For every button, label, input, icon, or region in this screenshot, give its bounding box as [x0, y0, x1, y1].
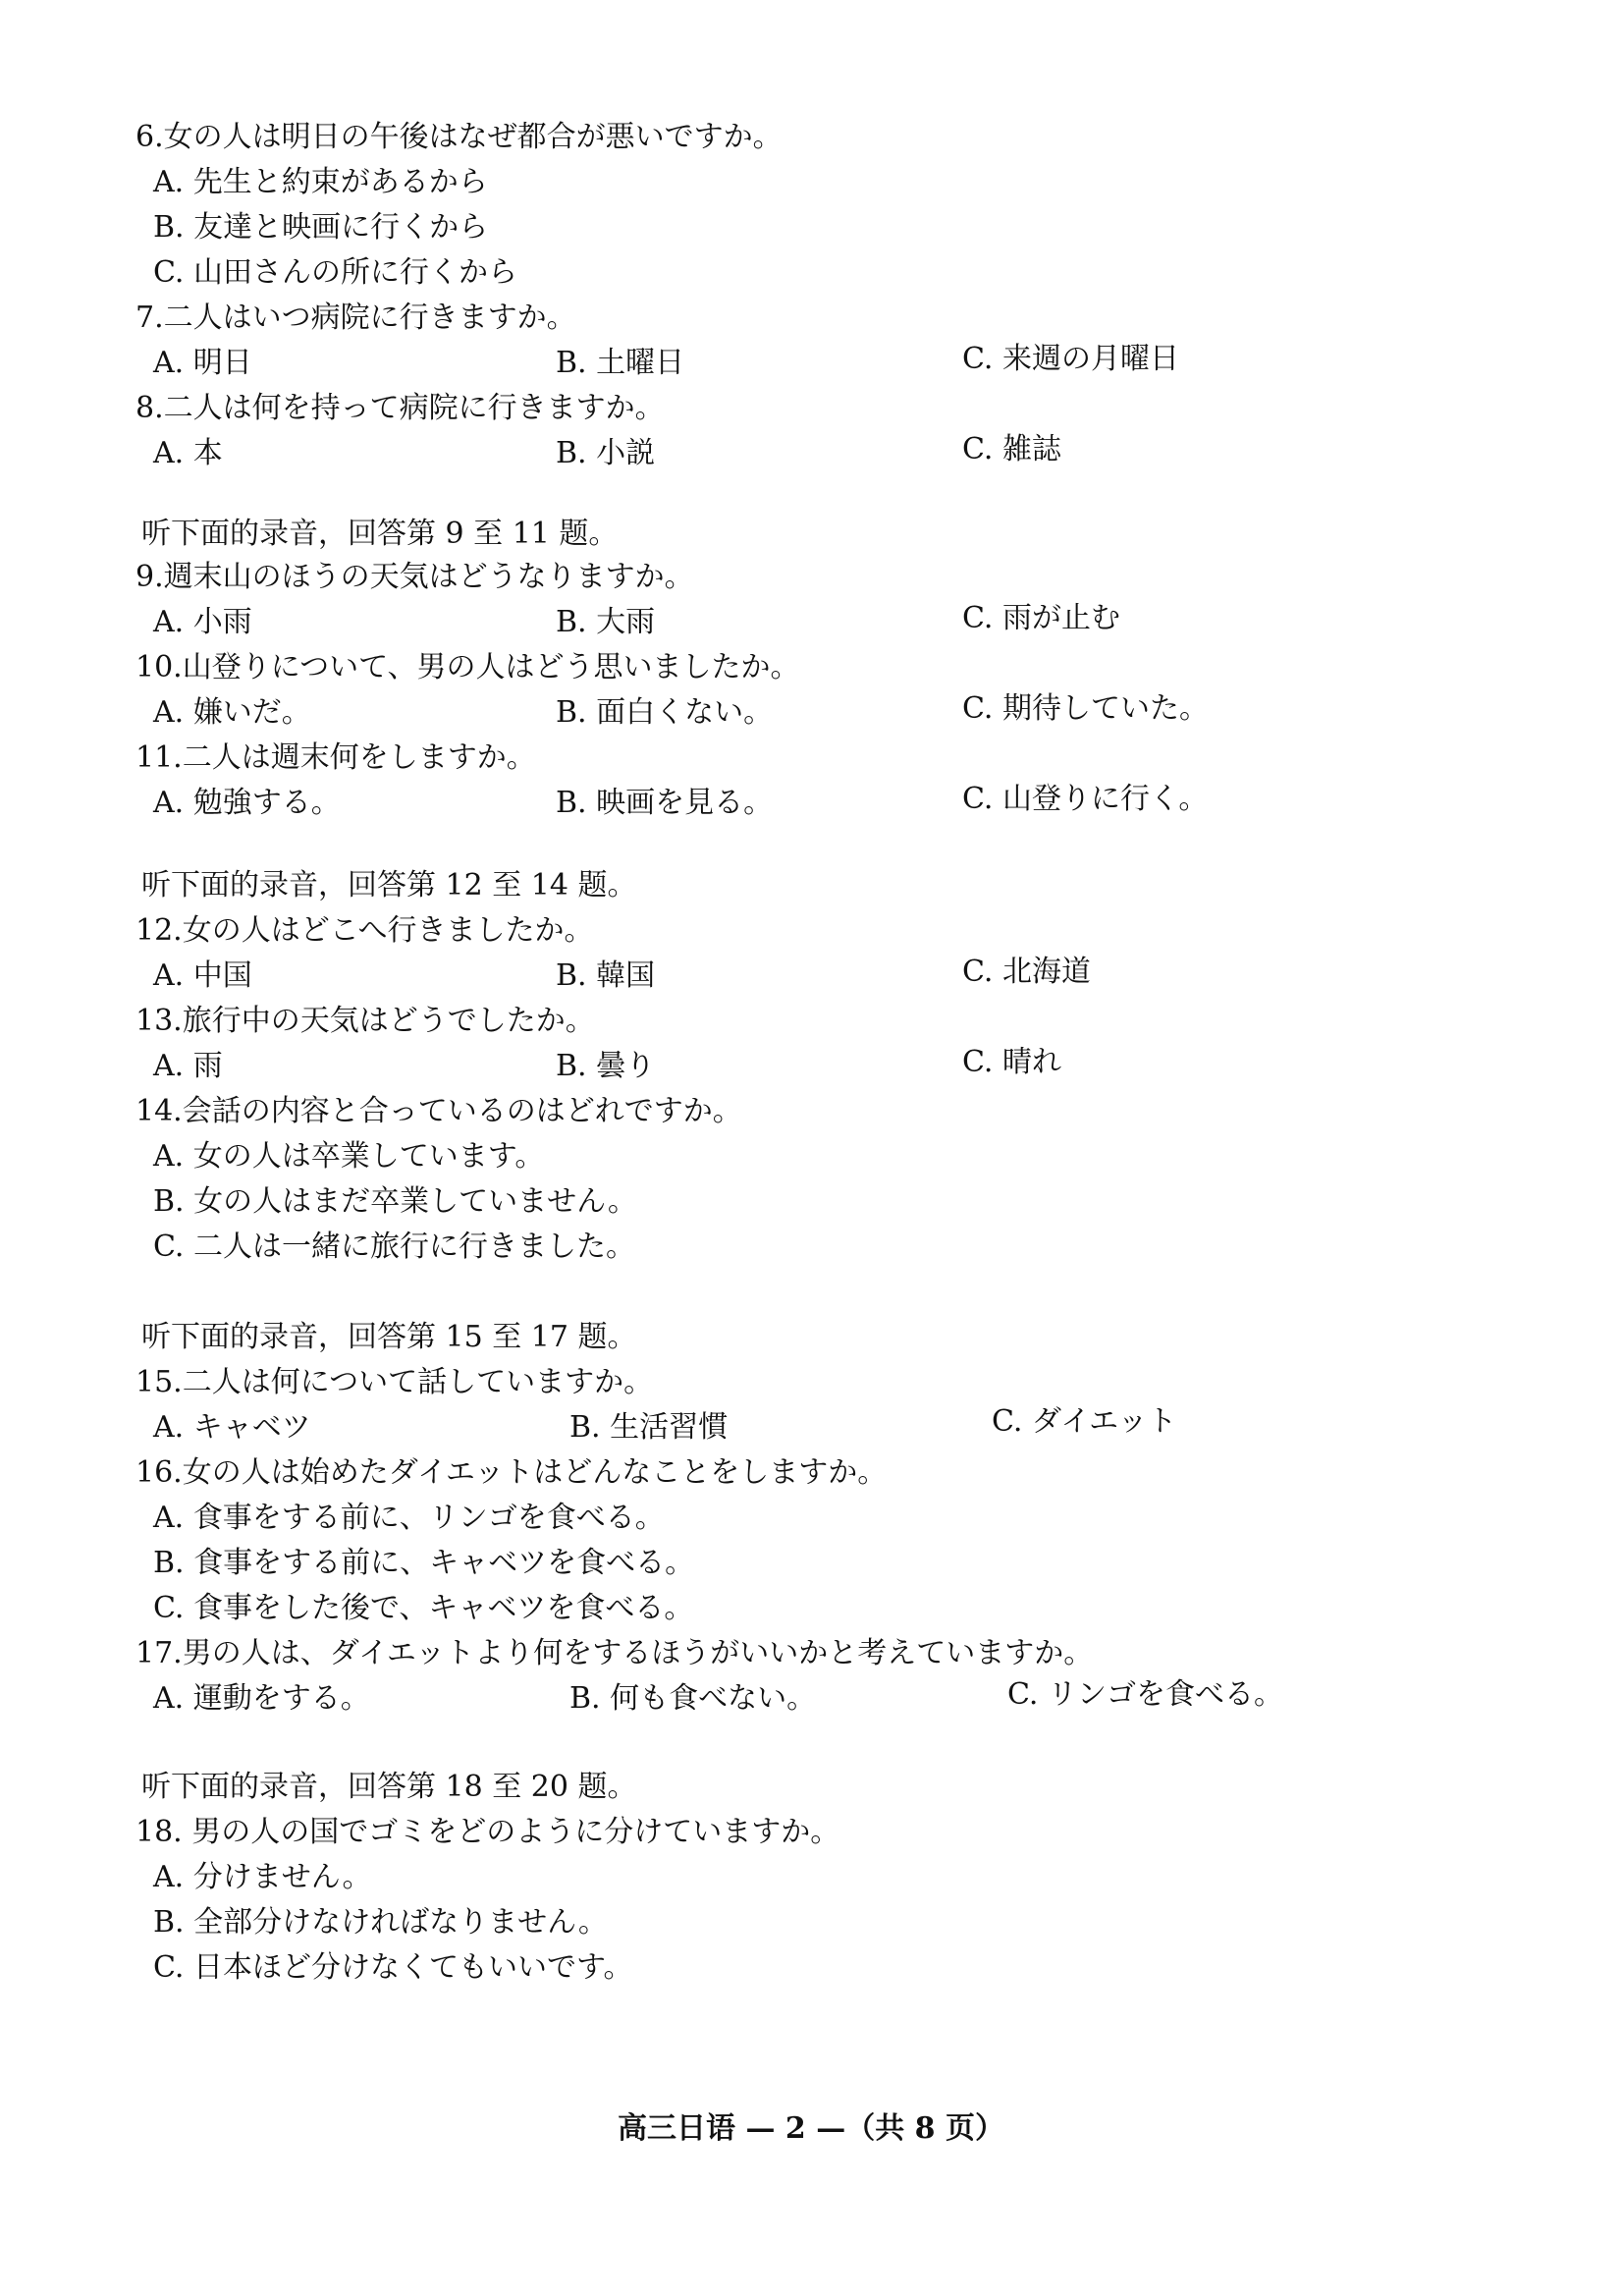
question-12: 12.女の人はどこへ行きましたか。: [135, 913, 594, 948]
question-10-option-c: C. 期待していた。: [962, 691, 1209, 726]
question-8-option-c: C. 雑誌: [962, 432, 1061, 466]
question-18-option-b: B. 全部分けなければなりません。: [153, 1905, 608, 1940]
question-14: 14.会話の内容と合っているのはどれですか。: [135, 1094, 742, 1128]
question-17-option-b: B. 何も食べない。: [569, 1681, 817, 1716]
question-18: 18. 男の人の国でゴミをどのように分けていますか。: [135, 1815, 840, 1849]
question-16-option-b: B. 食事をする前に、キャベツを食べる。: [153, 1546, 695, 1580]
question-14-option-c: C. 二人は一緒に旅行に行きました。: [153, 1230, 635, 1264]
question-9-option-a: A. 小雨: [153, 605, 252, 639]
question-7-option-b: B. 土曜日: [556, 346, 685, 380]
question-16-option-c: C. 食事をした後で、キャベツを食べる。: [153, 1591, 694, 1625]
question-13-option-c: C. 晴れ: [962, 1045, 1061, 1079]
section-heading-18-20: 听下面的录音，回答第 18 至 20 题。: [141, 1770, 637, 1804]
question-9-option-b: B. 大雨: [556, 605, 656, 639]
question-18-option-c: C. 日本ほど分けなくてもいいです。: [153, 1950, 633, 1985]
question-13-option-b: B. 曇り: [556, 1049, 656, 1083]
question-13-option-a: A. 雨: [153, 1049, 223, 1083]
section-heading-9-11: 听下面的录音，回答第 9 至 11 题。: [141, 517, 619, 551]
question-17-option-c: C. リンゴを食べる。: [1007, 1677, 1283, 1712]
question-6-option-b: B. 友達と映画に行くから: [153, 210, 489, 245]
question-16-option-a: A. 食事をする前に、リンゴを食べる。: [153, 1501, 665, 1535]
question-11: 11.二人は週末何をしますか。: [135, 740, 536, 775]
question-15-option-b: B. 生活習慣: [569, 1410, 729, 1445]
question-7-option-a: A. 明日: [153, 346, 252, 380]
question-14-option-b: B. 女の人はまだ卒業していません。: [153, 1184, 637, 1219]
question-14-option-a: A. 女の人は卒業しています。: [153, 1139, 545, 1174]
question-11-option-c: C. 山登りに行く。: [962, 782, 1209, 816]
section-heading-12-14: 听下面的录音，回答第 12 至 14 题。: [141, 868, 637, 902]
question-8-option-b: B. 小説: [556, 436, 656, 470]
question-12-option-c: C. 北海道: [962, 955, 1091, 989]
page-footer: 高三日语 — 2 —（共 8 页）: [618, 2111, 1004, 2146]
question-12-option-a: A. 中国: [153, 958, 252, 993]
question-7-option-c: C. 来週の月曜日: [962, 342, 1179, 376]
question-8-option-a: A. 本: [153, 436, 223, 470]
question-7: 7.二人はいつ病院に行きますか。: [135, 301, 576, 335]
question-16: 16.女の人は始めたダイエットはどんなことをしますか。: [135, 1455, 888, 1490]
question-17-option-a: A. 運動をする。: [153, 1681, 370, 1716]
question-15-option-a: A. キャベツ: [153, 1410, 311, 1445]
question-15-option-c: C. ダイエット: [992, 1404, 1177, 1439]
question-9: 9.週末山のほうの天気はどうなりますか。: [135, 560, 694, 594]
question-10-option-b: B. 面白くない。: [556, 695, 774, 730]
question-6-option-a: A. 先生と約束があるから: [153, 165, 488, 199]
question-17: 17.男の人は、ダイエットより何をするほうがいいかと考えていますか。: [135, 1636, 1094, 1670]
question-13: 13.旅行中の天気はどうでしたか。: [135, 1004, 595, 1038]
question-6: 6.女の人は明日の午後はなぜ都合が悪いですか。: [135, 120, 783, 154]
question-18-option-a: A. 分けません。: [153, 1860, 372, 1894]
section-heading-15-17: 听下面的录音，回答第 15 至 17 题。: [141, 1320, 637, 1354]
question-10-option-a: A. 嫌いだ。: [153, 695, 311, 730]
question-10: 10.山登りについて、男の人はどう思いましたか。: [135, 650, 800, 684]
question-11-option-a: A. 勉強する。: [153, 786, 341, 820]
question-12-option-b: B. 韓国: [556, 958, 656, 993]
question-8: 8.二人は何を持って病院に行きますか。: [135, 391, 665, 425]
question-9-option-c: C. 雨が止む: [962, 601, 1120, 635]
question-15: 15.二人は何について話していますか。: [135, 1365, 654, 1399]
question-11-option-b: B. 映画を見る。: [556, 786, 774, 820]
question-6-option-c: C. 山田さんの所に行くから: [153, 255, 517, 290]
